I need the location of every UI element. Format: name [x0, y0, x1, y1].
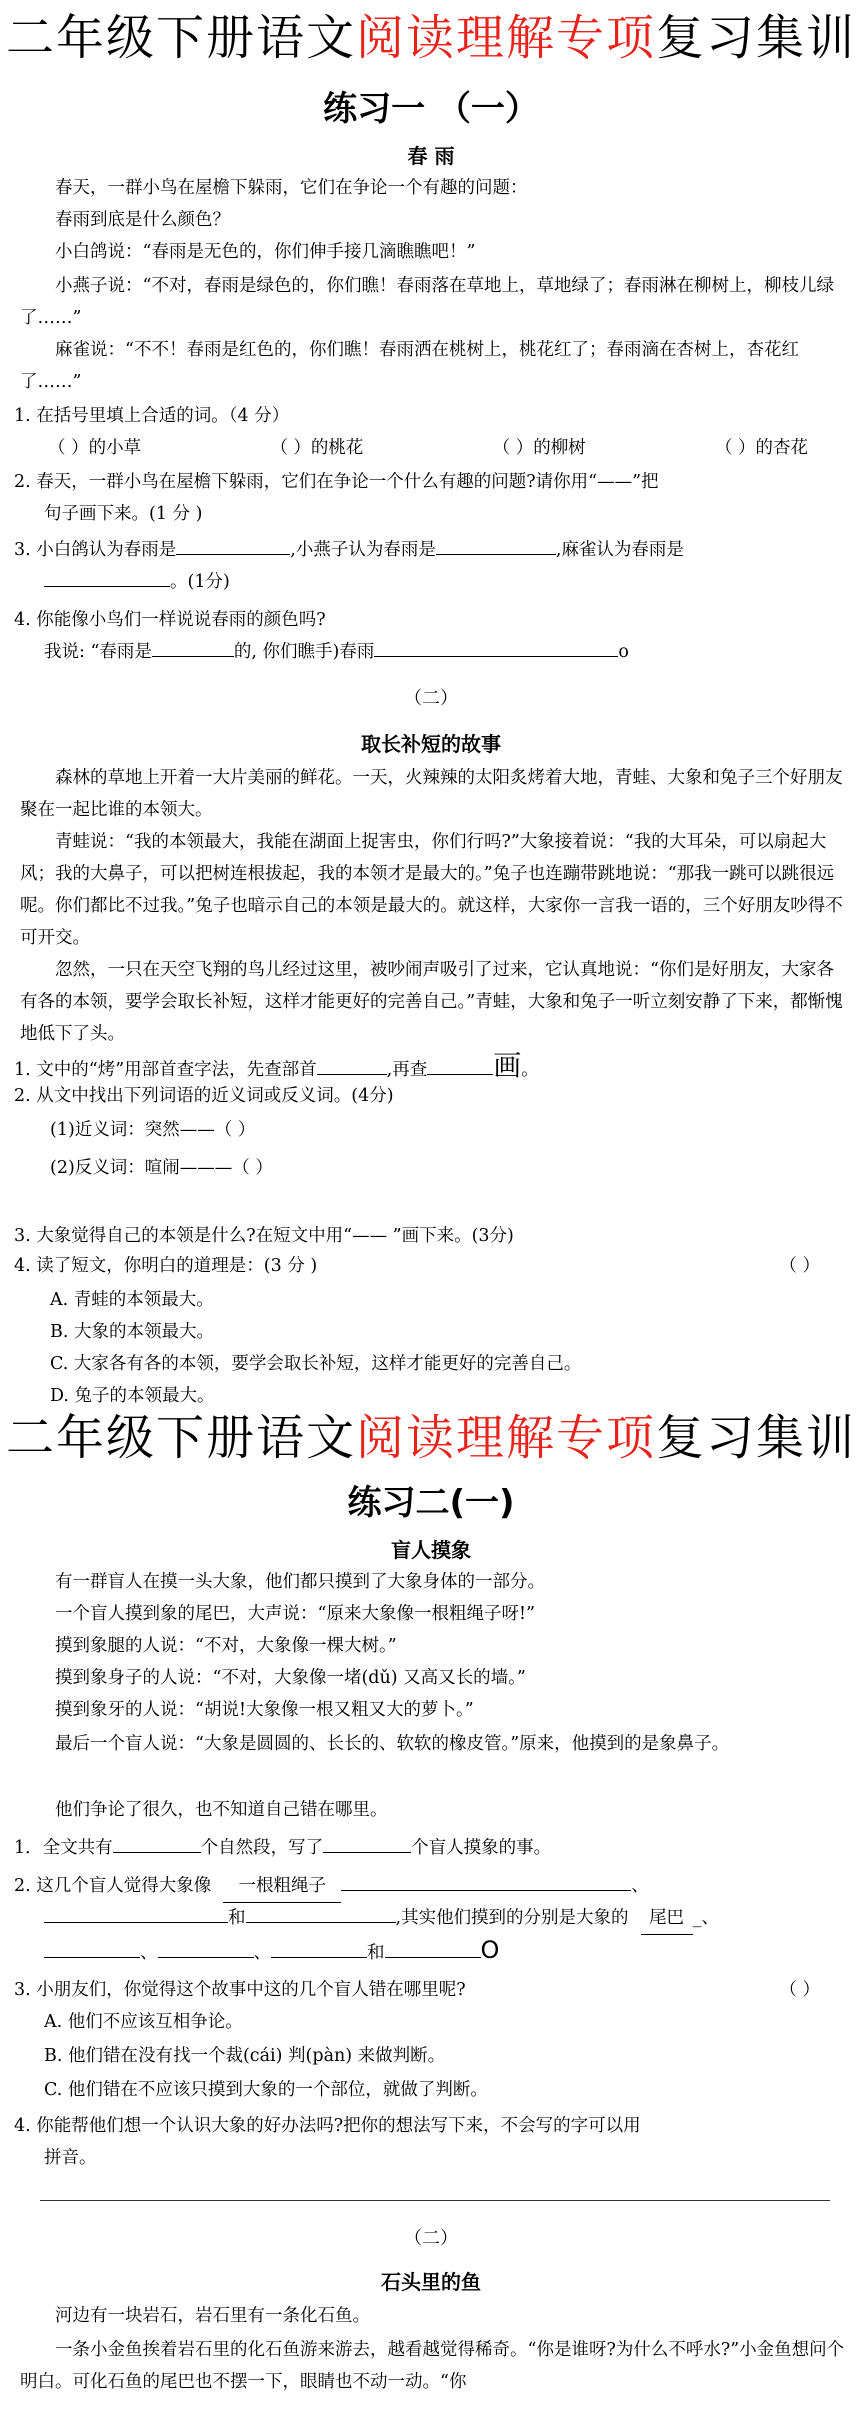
question-2-cont: 句子画下来。(1 分 ) — [44, 504, 203, 524]
question-3-cont: 。(1分) — [44, 566, 862, 598]
story-title: 石头里的鱼 — [381, 2270, 481, 2294]
story-paragraph: 河边有一块岩石，岩石里有一条化石鱼。 — [55, 2306, 370, 2326]
title-prefix: 二年级下册语文 — [5, 1410, 356, 1466]
answer-blank[interactable] — [44, 566, 170, 587]
fill-in-item[interactable]: （ ）的柳树 — [492, 438, 586, 458]
option-c[interactable]: C. 大家各有各的本领，要学会取长补短，这样才能更好的完善自己。 — [50, 1354, 582, 1374]
part-label: （二） — [404, 688, 458, 709]
option-a[interactable]: A. 他们不应该互相争论。 — [44, 2012, 243, 2032]
question-1: 1. 文中的“烤”用部首查字法，先查部首 ,再查 画。 — [14, 1049, 539, 1082]
question-2-cont: 、 、 和 O — [44, 1934, 862, 1969]
story-paragraph: 麻雀说：“不不！春雨是红色的，你们瞧！春雨洒在桃树上，桃花红了；春雨滴在杏树上，杏花红了……” — [20, 340, 799, 392]
question-3: 3. 小朋友们，你觉得这个故事中这的几个盲人错在哪里呢? （ ） — [14, 1974, 850, 2006]
story-paragraph: 小白鸽说：“春雨是无色的，你们伸手接几滴瞧瞧吧！” — [55, 242, 476, 262]
question-2: 2. 春天，一群小鸟在屋檐下躲雨，它们在争论一个什么有趣的问题?请你用“——”把 — [14, 472, 659, 492]
story-paragraph: 小燕子说：“不对，春雨是绿色的，你们瞧！春雨落在草地上，草地绿了；春雨淋在柳树上，柳枝儿绿了……” — [20, 276, 834, 328]
answer-blank[interactable] — [436, 534, 556, 555]
exercise-title: 练习二(一) — [347, 1483, 515, 1523]
question-4: 4. 读了短文，你明白的道理是：(3 分 ) （ ） — [14, 1250, 850, 1282]
story-paragraph: 摸到象身子的人说：“不对，大象像一堵(dǔ) 又高又长的墙。” — [55, 1668, 526, 1688]
question-2: 2. 这几个盲人觉得大象像 一根粗绳子 、 — [14, 1870, 850, 1903]
question-3: 3. 大象觉得自己的本领是什么?在短文中用“—— ”画下来。(3分) — [14, 1226, 514, 1246]
worksheet-title — [0, 8, 862, 68]
question-4-cont: 拼音。 — [44, 2148, 97, 2168]
fill-in-item[interactable]: （ ）的杏花 — [714, 438, 808, 458]
exercise-title: 练习一 （一） — [323, 89, 539, 129]
answer-blank[interactable] — [323, 1832, 411, 1853]
title-highlight: 阅读理解专项 — [355, 1410, 656, 1466]
story-paragraph: 森林的草地上开着一大片美丽的鲜花。一天，火辣辣的太阳炙烤着大地，青蛙、大象和兔子三个好朋友聚在一起比谁的本领大。 — [20, 768, 843, 820]
question-4: 4. 你能帮他们想一个认识大象的好办法吗?把你的想法写下来，不会写的字可以用 — [14, 2116, 641, 2136]
fill-in-item[interactable]: （ ）的小草 — [48, 438, 142, 458]
story-paragraph: 摸到象牙的人说：“胡说!大象像一根又粗又大的萝卜。” — [55, 1700, 474, 1720]
story-title: 春 雨 — [407, 144, 455, 168]
question-4: 4. 你能像小鸟们一样说说春雨的颜色吗? — [14, 610, 326, 630]
option-c[interactable]: C. 他们错在不应该只摸到大象的一个部位，就做了判断。 — [44, 2080, 488, 2100]
story-paragraph: 忽然，一只在天空飞翔的鸟儿经过这里，被吵闹声吸引了过来，它认真地说：“你们是好朋友，大家各有各的本领，要学会取长补短，这样才能更好的完善自己。”青蛙，大象和兔子一听立刻安静了下来，都惭愧地低下了头。 — [20, 960, 843, 1044]
question-3: 3. 小白鸽认为春雨是 ,小燕子认为春雨是 ,麻雀认为春雨是 — [14, 534, 850, 566]
story-paragraph: 一条小金鱼挨着岩石里的化石鱼游来游去，越看越觉得稀奇。“你是谁呀?为什么不呼水?”小金鱼想问个明白。可化石鱼的尾巴也不摆一下，眼睛也不动一动。“你 — [20, 2340, 845, 2392]
story-paragraph: 青蛙说：“我的本领最大，我能在湖面上捉害虫，你们行吗?”大象接着说：“我的大耳朵，可以扇起大风；我的大鼻子，可以把树连根拔起，我的本领才是最大的。”兔子也连蹦带跳地说：“那我一跳可以跳很远呢。你们都比不过我。”兔子也暗示自己的本领是最大的。就这样，大家你一言我一语的，三个好朋友吵得不可开交。 — [20, 832, 843, 948]
answer-line[interactable] — [40, 2200, 830, 2201]
answer-blank[interactable] — [152, 636, 234, 657]
story-paragraph: 他们争论了很久，也不知道自己错在哪里。 — [55, 1800, 388, 1820]
question-2b: (2)反义词：喧闹———（ ） — [50, 1158, 273, 1178]
story-paragraph: 春天，一群小鸟在屋檐下躲雨，它们在争论一个有趣的问题： — [55, 178, 528, 198]
answer-blank[interactable] — [113, 1832, 201, 1853]
story-paragraph: 最后一个盲人说：“大象是圆圆的、长长的、软软的橡皮管。”原来，他摸到的是象鼻子。 — [55, 1734, 730, 1754]
option-b[interactable]: B. 大象的本领最大。 — [50, 1322, 214, 1342]
answer-paren[interactable]: （ ） — [779, 1980, 820, 2000]
title-prefix: 二年级下册语文 — [5, 10, 356, 66]
fill-in-row — [48, 432, 808, 464]
question-2: 2. 从文中找出下列词语的近义词或反义词。(4分) — [14, 1086, 394, 1106]
story-title: 取长补短的故事 — [361, 732, 501, 756]
answer-blank[interactable] — [176, 534, 290, 555]
story-paragraph: 有一群盲人在摸一头大象，他们都只摸到了大象身体的一部分。 — [55, 1572, 545, 1592]
question-2a: (1)近义词：突然——（ ） — [50, 1120, 256, 1140]
answer-paren[interactable]: （ ） — [779, 1256, 820, 1276]
question-2-cont: 和 ,其实他们摸到的分别是大象的 尾巴 _、 — [44, 1902, 862, 1935]
answer-blank[interactable] — [246, 1902, 396, 1923]
option-d[interactable]: D. 兔子的本领最大。 — [50, 1386, 215, 1406]
answer-blank[interactable] — [385, 1937, 481, 1958]
part-label: （二） — [404, 2228, 458, 2249]
question-1: 1. 在括号里填上合适的词。（4 分） — [14, 406, 290, 426]
question-4-answer: 我说: “春雨是 的, 你们瞧手)春雨 o — [44, 636, 862, 668]
answer-blank[interactable] — [44, 1937, 140, 1958]
answer-blank[interactable] — [341, 1870, 631, 1891]
story-title: 盲人摸象 — [391, 1538, 471, 1562]
filled-answer[interactable]: 尾巴 — [641, 1902, 693, 1935]
title-suffix: 复习集训 — [656, 10, 857, 66]
option-a[interactable]: A. 青蛙的本领最大。 — [50, 1290, 214, 1310]
answer-blank[interactable] — [427, 1054, 493, 1075]
title-highlight: 阅读理解专项 — [355, 10, 656, 66]
title-suffix: 复习集训 — [656, 1410, 857, 1466]
worksheet-title — [0, 1408, 862, 1468]
answer-blank[interactable] — [317, 1054, 387, 1075]
fill-in-item[interactable]: （ ）的桃花 — [270, 438, 364, 458]
story-paragraph: 春雨到底是什么颜色？ — [55, 210, 230, 230]
option-b[interactable]: B. 他们错在没有找一个裁(cái) 判(pàn) 来做判断。 — [44, 2046, 446, 2066]
story-paragraph: 一个盲人摸到象的尾巴，大声说：“原来大象像一根粗绳子呀!” — [55, 1604, 535, 1624]
answer-blank[interactable] — [374, 636, 618, 657]
answer-blank[interactable] — [44, 1902, 228, 1923]
answer-blank[interactable] — [158, 1937, 254, 1958]
answer-blank[interactable] — [271, 1937, 367, 1958]
question-1: 1．全文共有 个自然段，写了 个盲人摸象的事。 — [14, 1832, 850, 1864]
filled-answer[interactable]: 一根粗绳子 — [223, 1870, 341, 1903]
story-paragraph: 摸到象腿的人说：“不对，大象像一棵大树。” — [55, 1636, 397, 1656]
